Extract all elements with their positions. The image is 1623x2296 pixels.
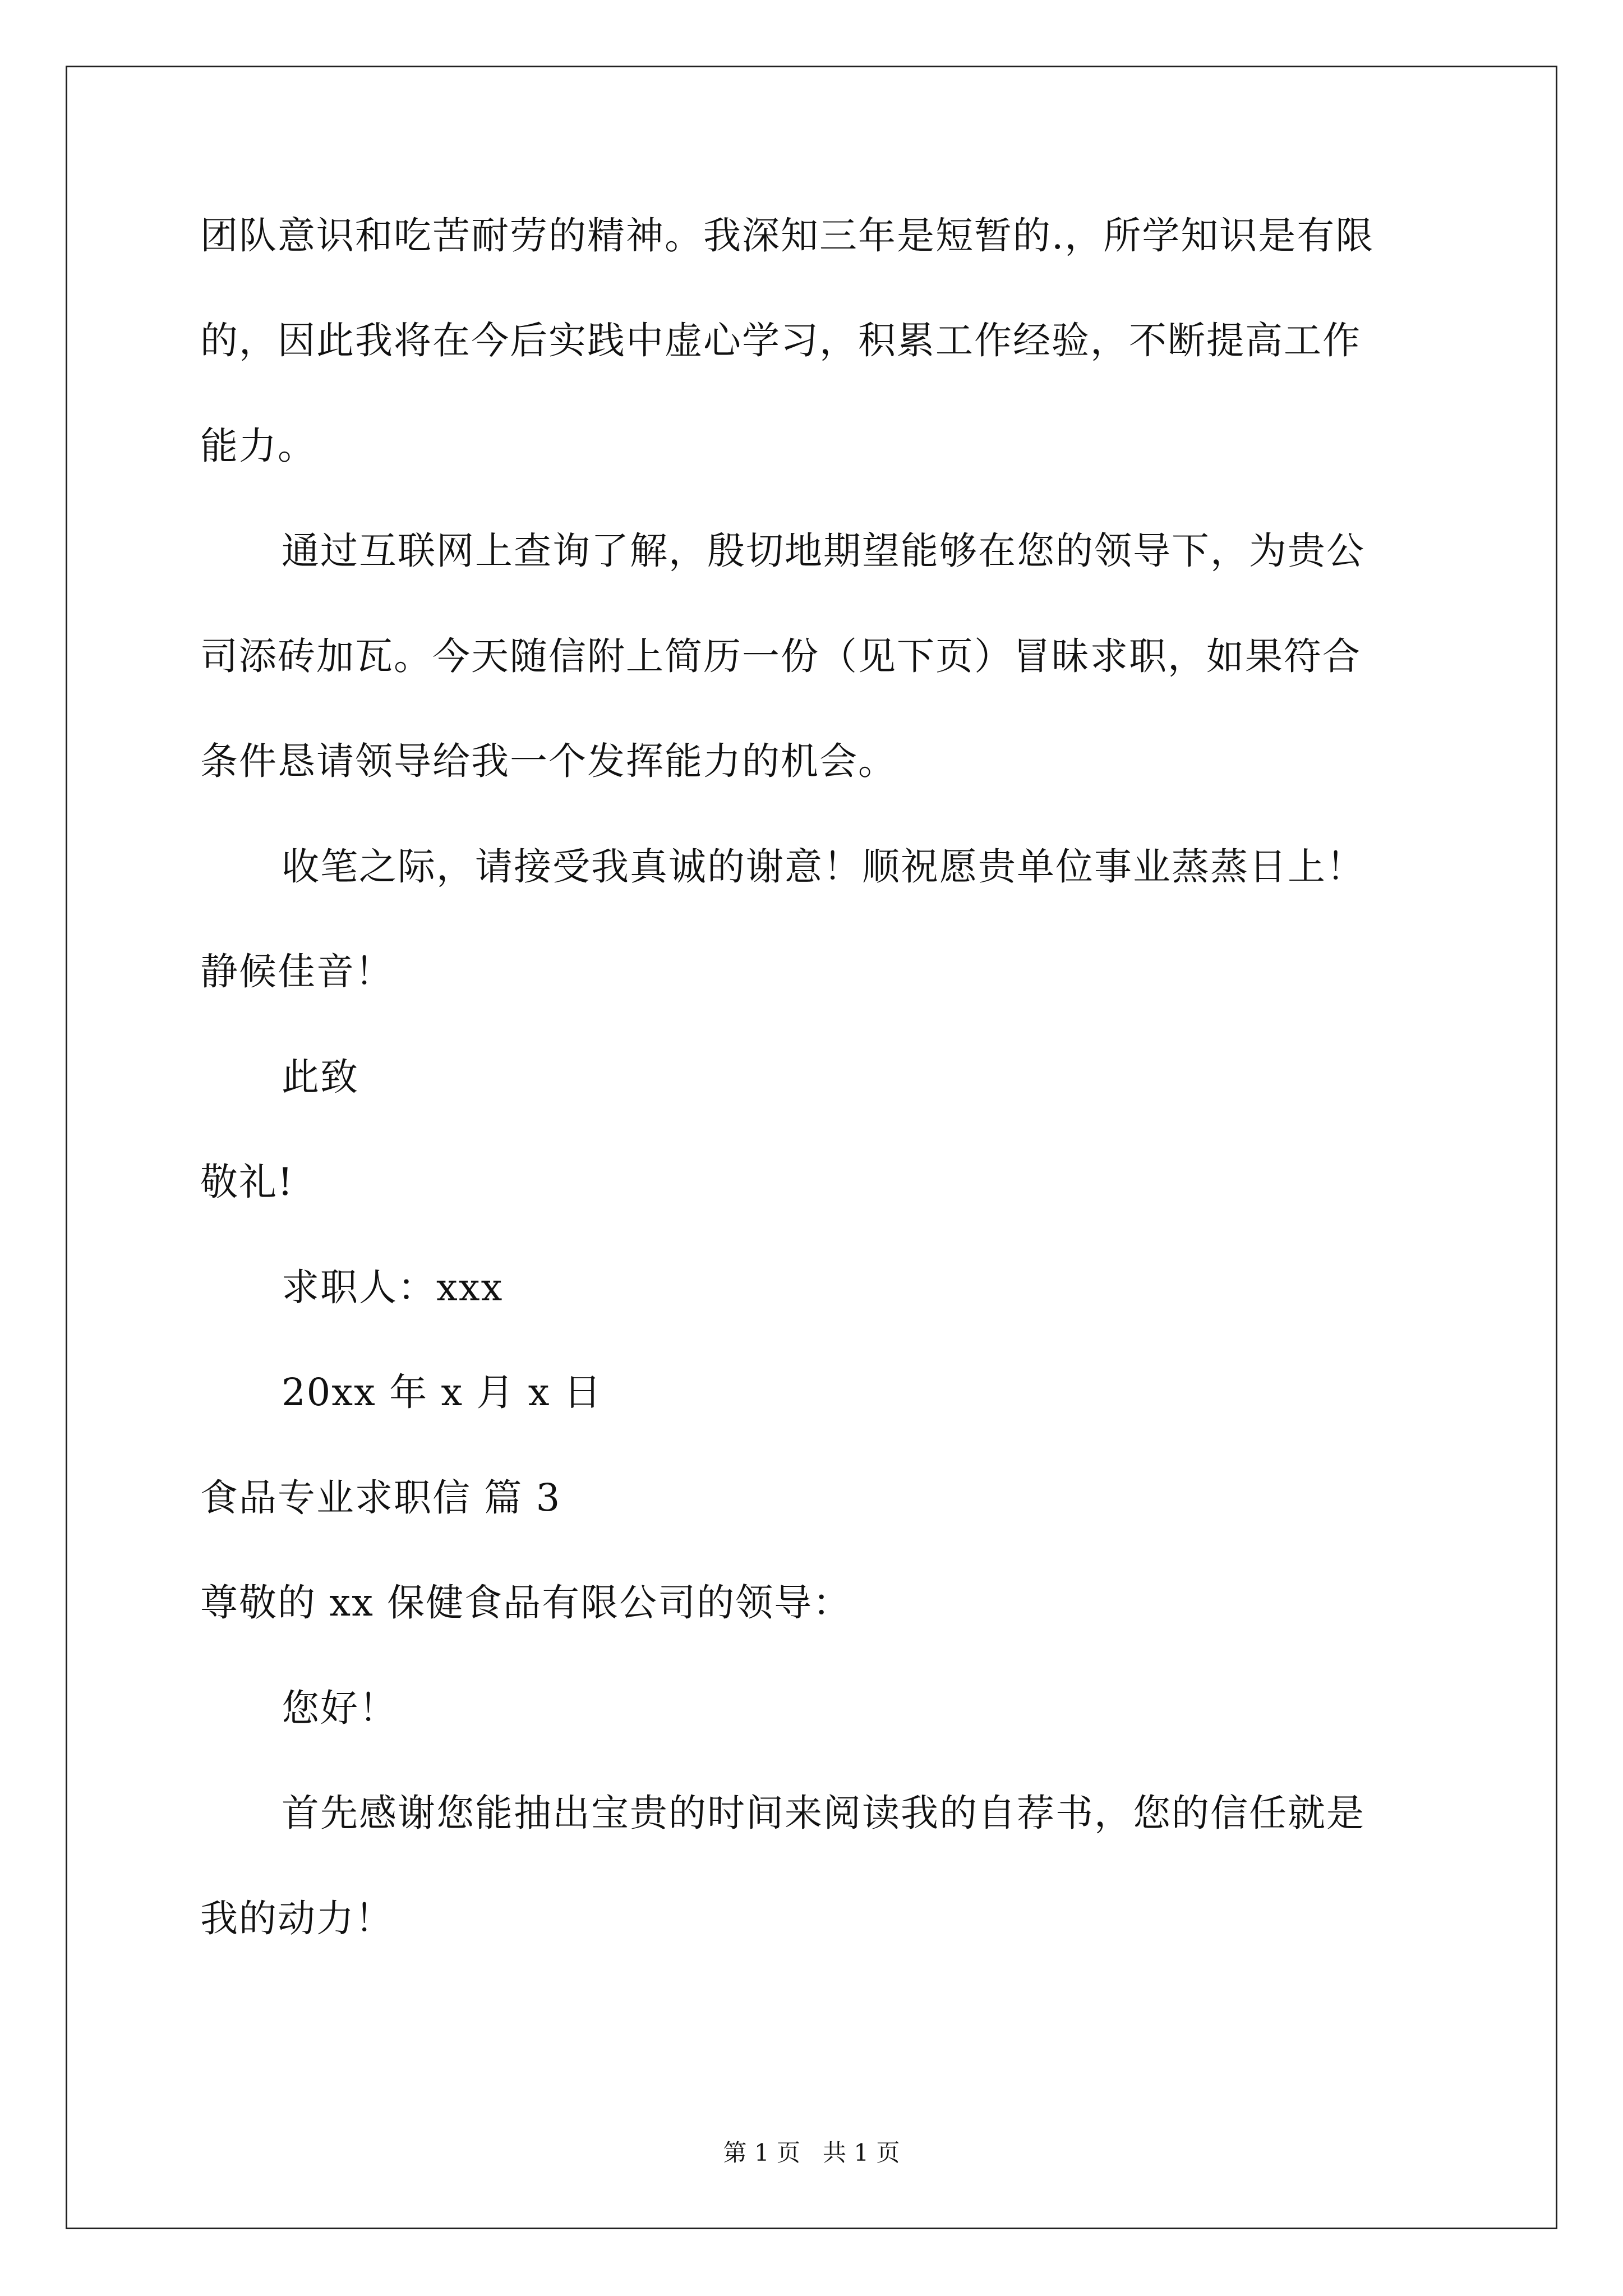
closing-salutation: 此致 [282, 1055, 359, 1099]
page-footer: 第 1 页 共 1 页 [723, 2139, 900, 2166]
text-line: 我的动力！ [200, 1897, 394, 1940]
paragraph-start-line: 通过互联网上查询了解，殷切地期望能够在您的领导下，为贵公 [282, 529, 1365, 573]
text-line: 能力。 [200, 424, 316, 468]
text-line: 司添砖加瓦。今天随信附上简历一份（见下页）冒昧求职，如果符合 [200, 634, 1361, 678]
text-line: 静候佳音！ [200, 950, 394, 993]
paragraph-start-line: 首先感谢您能抽出宝贵的时间来阅读我的自荐书，您的信任就是 [282, 1791, 1365, 1835]
letter-addressee: 尊敬的 xx 保健食品有限公司的领导： [200, 1581, 852, 1625]
text-line: 的，因此我将在今后实践中虚心学习，积累工作经验，不断提高工作 [200, 319, 1361, 362]
applicant-signature: 求职人：xxx [282, 1266, 504, 1309]
closing-regards: 敬礼! [200, 1160, 294, 1204]
paragraph-start-line: 收笔之际，请接受我真诚的谢意！顺祝愿贵单位事业蒸蒸日上！ [282, 845, 1365, 889]
letter-date: 20xx 年 x 月 x 日 [282, 1370, 602, 1414]
text-line: 条件恳请领导给我一个发挥能力的机会。 [200, 739, 897, 783]
section-heading: 食品专业求职信 篇 3 [200, 1476, 561, 1520]
greeting: 您好！ [282, 1686, 398, 1730]
text-line: 团队意识和吃苦耐劳的精神。我深知三年是短暂的.，所学知识是有限 [200, 214, 1375, 257]
